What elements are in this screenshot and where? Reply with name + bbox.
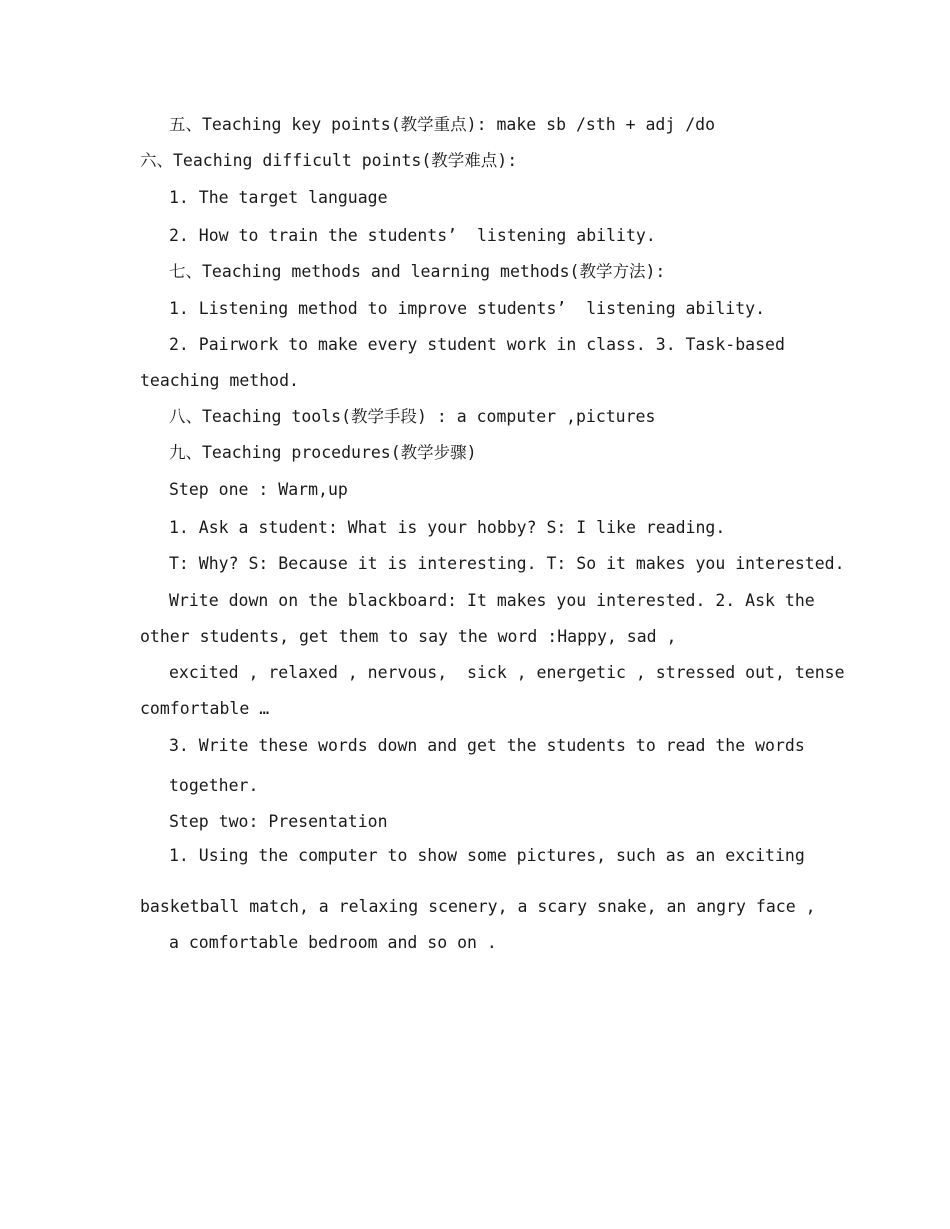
step-two-item-1: 1. Using the computer to show some pictures, such as an exciting — [169, 846, 805, 865]
step-one-item-3-continued: together. — [169, 776, 259, 795]
step-two-item-1-end: a comfortable bedroom and so on . — [169, 933, 497, 952]
difficult-point-1: 1. The target language — [169, 188, 388, 207]
method-2-3: 2. Pairwork to make every student work in class. 3. Task-based — [169, 335, 785, 354]
difficult-point-2: 2. How to train the students’ listening ability. — [169, 226, 656, 245]
key-points-line: 五、Teaching key points(教学重点): make sb /sth + adj /do — [169, 115, 716, 134]
teaching-methods-heading: 七、Teaching methods and learning methods(教学方法): — [169, 262, 666, 281]
step-two-item-1-continued: basketball match, a relaxing scenery, a scary snake, an angry face , — [140, 897, 816, 916]
step-one-dialogue: T: Why? S: Because it is interesting. T: So it makes you interested. — [169, 554, 845, 573]
step-one-item-1: 1. Ask a student: What is your hobby? S: I like reading. — [169, 518, 726, 537]
difficult-points-heading: 六、Teaching difficult points(教学难点): — [140, 151, 518, 170]
step-one-blackboard: Write down on the blackboard: It makes you interested. 2. Ask the — [169, 591, 815, 610]
adjective-list-continued: comfortable … — [140, 699, 270, 718]
teaching-tools-line: 八、Teaching tools(教学手段) : a computer ,pictures — [169, 407, 656, 426]
step-one-item-2-continued: other students, get them to say the word :Happy, sad , — [140, 627, 677, 646]
teaching-procedures-heading: 九、Teaching procedures(教学步骤) — [169, 443, 477, 462]
adjective-list: excited , relaxed , nervous, sick , energetic , stressed out, tense — [169, 663, 845, 682]
step-one-item-3: 3. Write these words down and get the students to read the words — [169, 736, 805, 755]
step-two-heading: Step two: Presentation — [169, 812, 388, 831]
method-1: 1. Listening method to improve students’ listening ability. — [169, 299, 766, 318]
step-one-heading: Step one : Warm,up — [169, 480, 348, 499]
method-3-continued: teaching method. — [140, 371, 299, 390]
